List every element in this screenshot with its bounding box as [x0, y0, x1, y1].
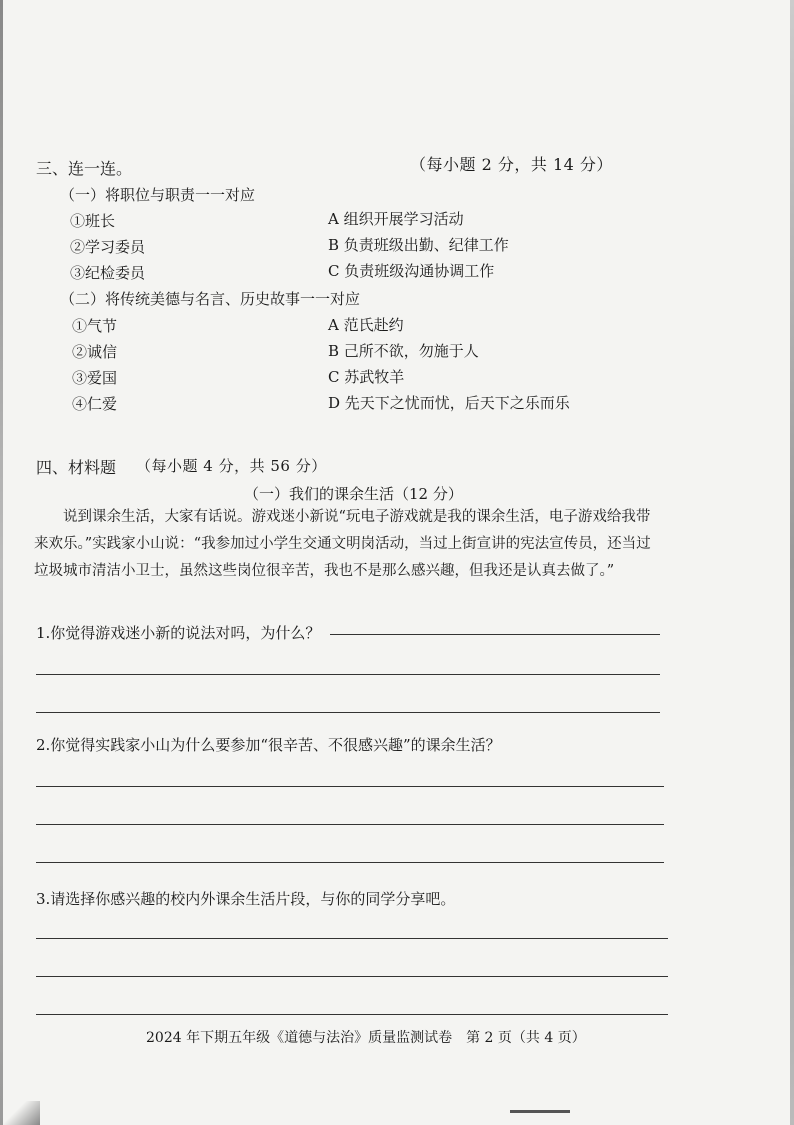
question-2: 2.你觉得实践家小山为什么要参加“很辛苦、不很感兴趣”的课余生活？: [36, 736, 501, 754]
answer-line-1-inline[interactable]: [330, 634, 660, 635]
part2-left-2: ②诚信: [72, 343, 118, 361]
answer-line-2a[interactable]: [36, 786, 664, 787]
part2-right-b: B 己所不欲，勿施于人: [328, 342, 479, 360]
part2-right-c: C 苏武牧羊: [328, 368, 405, 386]
answer-line-2c[interactable]: [36, 862, 664, 863]
scan-mark: [510, 1110, 570, 1113]
section3-title: 三、连一连。: [36, 159, 133, 178]
scan-corner-shadow: [0, 1101, 40, 1125]
answer-line-3a[interactable]: [36, 938, 668, 939]
part2-left-3: ③爱国: [72, 369, 118, 387]
part1-left-2: ②学习委员: [70, 238, 146, 256]
answer-line-3b[interactable]: [36, 976, 668, 977]
material-subtitle: （一）我们的课余生活（12 分）: [244, 485, 463, 503]
part1-title: （一）将职位与职责一一对应: [60, 186, 256, 204]
question-3: 3.请选择你感兴趣的校内外课余生活片段，与你的同学分享吧。: [36, 890, 456, 908]
section4-score: （每小题 4 分，共 56 分）: [136, 457, 327, 475]
part2-left-4: ④仁爱: [72, 395, 118, 413]
part1-right-b: B 负责班级出勤、纪律工作: [328, 236, 509, 254]
answer-line-3c[interactable]: [36, 1014, 668, 1015]
section4-title: 四、材料题: [36, 458, 117, 477]
part1-left-3: ③纪检委员: [70, 264, 146, 282]
answer-line-1b[interactable]: [36, 712, 660, 713]
scan-edge-left: [0, 0, 3, 1125]
part1-right-a: A 组织开展学习活动: [328, 210, 464, 228]
scan-edge-right: [790, 0, 794, 1125]
answer-line-2b[interactable]: [36, 824, 664, 825]
part2-right-a: A 范氏赴约: [328, 316, 404, 334]
part2-title: （二）将传统美德与名言、历史故事一一对应: [60, 290, 361, 308]
question-1: 1.你觉得游戏迷小新的说法对吗，为什么？: [36, 624, 321, 642]
material-text: 说到课余生活，大家有话说。游戏迷小新说“玩电子游戏就是我的课余生活，电子游戏给我带来欢乐。”实践家小山说：“我参加过小学生交通文明岗活动，当过上街宣讲的宪法宣传员，还当过垃圾城市清洁小卫士，虽然这些岗位很辛苦，我也不是那么感兴趣，但我还是认真去做了。”: [34, 509, 651, 579]
part2-right-d: D 先天下之忧而忧，后天下之乐而乐: [328, 394, 570, 412]
part1-left-1: ①班长: [70, 212, 116, 230]
part2-left-1: ①气节: [72, 317, 118, 335]
page-footer: 2024 年下期五年级《道德与法治》质量监测试卷 第 2 页（共 4 页）: [146, 1030, 586, 1046]
part1-right-c: C 负责班级沟通协调工作: [328, 262, 495, 280]
section3-score: （每小题 2 分，共 14 分）: [410, 155, 613, 174]
answer-line-1a[interactable]: [36, 674, 660, 675]
